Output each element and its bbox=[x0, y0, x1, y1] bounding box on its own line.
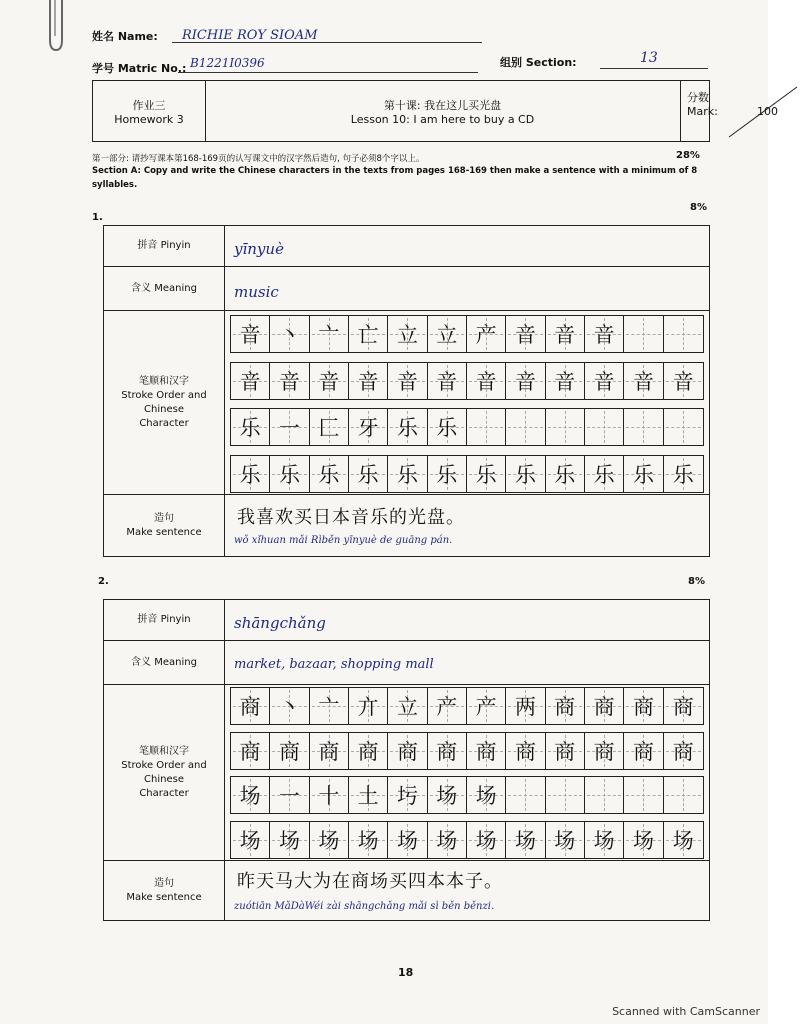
grid-character: 乐 bbox=[436, 416, 458, 441]
grid-character: 乐 bbox=[475, 463, 497, 487]
grid-cell bbox=[624, 409, 663, 445]
grid-cell bbox=[546, 688, 585, 724]
grid-cell bbox=[388, 409, 427, 445]
grid-cell bbox=[467, 409, 506, 445]
homework-title-box bbox=[92, 80, 778, 142]
mark-en: Mark: bbox=[687, 105, 718, 118]
grid-character: 场 bbox=[436, 829, 458, 853]
grid-character: 音 bbox=[278, 369, 300, 394]
grid-cell bbox=[664, 822, 703, 858]
grid-cell bbox=[585, 409, 624, 445]
grid-cell bbox=[270, 363, 309, 399]
grid-cell bbox=[624, 316, 663, 352]
section-label: 组别 Section: bbox=[500, 56, 577, 69]
lesson-cell bbox=[205, 81, 681, 141]
grid-character: 丶 bbox=[278, 695, 300, 719]
sentence-label bbox=[104, 861, 225, 921]
grid-cell bbox=[428, 688, 467, 724]
grid-character: 商 bbox=[357, 739, 379, 764]
meaning-value: music bbox=[234, 283, 279, 301]
grid-cell bbox=[624, 688, 663, 724]
matric-value: B1221I0396 bbox=[190, 56, 265, 70]
grid-cell bbox=[349, 733, 388, 769]
mark-total: 100 bbox=[757, 105, 778, 118]
character-grid bbox=[230, 315, 704, 493]
grid-cell bbox=[310, 822, 349, 858]
grid-cell bbox=[506, 733, 545, 769]
grid-character: 乐 bbox=[396, 416, 418, 441]
grid-cell bbox=[546, 777, 585, 813]
grid-character: 商 bbox=[396, 739, 418, 764]
grid-character: 立 bbox=[436, 323, 458, 347]
meaning-label: 含义 Meaning bbox=[104, 641, 225, 685]
grid-cell bbox=[506, 777, 545, 813]
grid-character: 产 bbox=[475, 695, 497, 719]
grid-character: 乐 bbox=[239, 463, 261, 487]
grid-character: 乐 bbox=[632, 463, 654, 487]
grid-character: 乐 bbox=[318, 463, 340, 487]
lesson-en: Lesson 10: I am here to buy a CD bbox=[350, 112, 535, 126]
grid-character: 音 bbox=[436, 369, 458, 394]
grid-cell bbox=[664, 456, 703, 492]
grid-cell bbox=[428, 363, 467, 399]
grid-cell bbox=[388, 688, 427, 724]
pinyin-row bbox=[104, 226, 709, 266]
grid-cell bbox=[585, 733, 624, 769]
grid-cell bbox=[467, 456, 506, 492]
grid-cell bbox=[231, 316, 270, 352]
grid-character: 场 bbox=[239, 784, 261, 809]
question-2-table bbox=[103, 599, 710, 921]
grid-cell bbox=[546, 363, 585, 399]
matric-label: 学号 Matric No.: bbox=[92, 62, 187, 75]
grid-cell bbox=[388, 733, 427, 769]
grid-cell bbox=[467, 363, 506, 399]
grid-cell bbox=[624, 777, 663, 813]
paper-clip-icon bbox=[38, 0, 68, 52]
grid-cell bbox=[310, 409, 349, 445]
grid-character: 场 bbox=[475, 829, 497, 853]
pinyin-row bbox=[104, 600, 709, 640]
grid-cell bbox=[624, 456, 663, 492]
grid-character: 场 bbox=[318, 829, 340, 853]
scanner-watermark: Scanned with CamScanner bbox=[612, 1005, 760, 1018]
grid-character: 音 bbox=[396, 369, 418, 394]
mark-slash-icon bbox=[681, 81, 801, 141]
grid-cell bbox=[310, 363, 349, 399]
section-value: 13 bbox=[640, 50, 658, 66]
grid-cell bbox=[310, 733, 349, 769]
grid-character: 商 bbox=[672, 739, 694, 764]
grid-character: 亡 bbox=[357, 323, 379, 347]
grid-character: 产 bbox=[436, 695, 458, 719]
grid-character: 亠 bbox=[318, 323, 340, 347]
section-line bbox=[600, 68, 708, 69]
grid-cell bbox=[664, 777, 703, 813]
grid-cell bbox=[664, 363, 703, 399]
grid-character: 场 bbox=[357, 829, 379, 853]
grid-cell bbox=[467, 822, 506, 858]
grid-cell bbox=[467, 688, 506, 724]
homework-cell bbox=[93, 81, 206, 141]
grid-cell bbox=[231, 822, 270, 858]
homework-cn: 作业三 bbox=[132, 98, 166, 112]
grid-character: 圬 bbox=[396, 784, 418, 809]
grid-character: 牙 bbox=[357, 416, 379, 441]
grid-cell bbox=[624, 733, 663, 769]
instruction-cn: 第一部分: 请抄写课本第168-169页的认写课文中的汉字然后造句, 句子必须8个字以上。 bbox=[92, 154, 425, 164]
sentence-pinyin: wǒ xǐhuan mǎi Rìběn yīnyuè de guāng pán. bbox=[234, 535, 453, 546]
grid-cell bbox=[664, 409, 703, 445]
grid-character: 场 bbox=[278, 829, 300, 853]
grid-character: 商 bbox=[318, 739, 340, 764]
meaning-value: market, bazaar, shopping mall bbox=[234, 657, 434, 672]
grid-cell bbox=[270, 777, 309, 813]
grid-character: 乐 bbox=[554, 463, 576, 487]
grid-character: 土 bbox=[357, 784, 379, 809]
grid-row bbox=[230, 315, 704, 353]
grid-cell bbox=[310, 456, 349, 492]
grid-character: 立 bbox=[396, 323, 418, 347]
meaning-row bbox=[104, 266, 709, 311]
stroke-label-en-2: Chinese bbox=[144, 774, 184, 785]
grid-cell bbox=[231, 409, 270, 445]
grid-cell bbox=[506, 363, 545, 399]
grid-cell bbox=[624, 822, 663, 858]
grid-character: 立 bbox=[396, 695, 418, 719]
grid-row bbox=[230, 821, 704, 859]
grid-character: 商 bbox=[632, 695, 654, 719]
grid-cell bbox=[664, 688, 703, 724]
grid-row bbox=[230, 362, 704, 400]
pinyin-value: yīnyuè bbox=[234, 240, 284, 258]
grid-cell bbox=[506, 316, 545, 352]
grid-cell bbox=[231, 777, 270, 813]
grid-cell bbox=[506, 822, 545, 858]
sentence-label bbox=[104, 495, 225, 557]
grid-character: 音 bbox=[554, 323, 576, 347]
section-a-percent: 28% bbox=[676, 150, 700, 161]
grid-cell bbox=[428, 822, 467, 858]
grid-row bbox=[230, 732, 704, 770]
sentence-label-cn: 造句 bbox=[154, 513, 174, 524]
instruction-en-2: syllables. bbox=[92, 180, 138, 190]
grid-character: 商 bbox=[632, 739, 654, 764]
page-number: 18 bbox=[398, 966, 414, 979]
grid-character: 场 bbox=[672, 829, 694, 853]
grid-character: 商 bbox=[239, 695, 261, 719]
grid-character: 十 bbox=[318, 784, 340, 809]
grid-cell bbox=[506, 409, 545, 445]
stroke-label-cn: 笔顺和汉字 bbox=[139, 376, 189, 387]
grid-character: 商 bbox=[514, 739, 536, 764]
grid-character: 场 bbox=[475, 784, 497, 809]
grid-cell bbox=[231, 363, 270, 399]
grid-character: 乐 bbox=[239, 416, 261, 441]
grid-cell bbox=[585, 316, 624, 352]
grid-character: 音 bbox=[593, 369, 615, 394]
sentence-chinese: 昨天马大为在商场买四本本子。 bbox=[237, 871, 503, 892]
stroke-label bbox=[104, 311, 225, 495]
grid-cell bbox=[428, 456, 467, 492]
grid-cell bbox=[231, 688, 270, 724]
grid-cell bbox=[546, 733, 585, 769]
stroke-label-en-3: Character bbox=[139, 788, 189, 799]
grid-character: 音 bbox=[514, 323, 536, 347]
grid-cell bbox=[585, 688, 624, 724]
grid-cell bbox=[585, 363, 624, 399]
grid-cell bbox=[349, 777, 388, 813]
grid-cell bbox=[388, 363, 427, 399]
grid-character: 商 bbox=[475, 739, 497, 764]
grid-cell bbox=[310, 316, 349, 352]
grid-character: 音 bbox=[357, 369, 379, 394]
grid-character: 乐 bbox=[514, 463, 536, 487]
grid-cell bbox=[546, 316, 585, 352]
grid-character: 音 bbox=[239, 369, 261, 394]
stroke-label-en-1: Stroke Order and bbox=[121, 760, 207, 771]
grid-character: 场 bbox=[593, 829, 615, 853]
grid-character: 乐 bbox=[436, 463, 458, 487]
grid-cell bbox=[349, 409, 388, 445]
grid-cell bbox=[231, 456, 270, 492]
grid-cell bbox=[349, 363, 388, 399]
grid-cell bbox=[349, 456, 388, 492]
grid-character: 音 bbox=[554, 369, 576, 394]
grid-character: 音 bbox=[632, 369, 654, 394]
pinyin-label: 拼音 Pinyin bbox=[104, 226, 225, 266]
lesson-cn: 第十课: 我在这儿买光盘 bbox=[383, 98, 502, 112]
name-label: 姓名 Name: bbox=[92, 30, 158, 43]
grid-cell bbox=[388, 456, 427, 492]
grid-cell bbox=[349, 822, 388, 858]
instruction-en-1: Section A: Copy and write the Chinese characters in the texts from pages 168-169 then make a sentence with a minimum of 8 bbox=[92, 166, 698, 176]
grid-character: 场 bbox=[396, 829, 418, 853]
grid-character: 音 bbox=[593, 323, 615, 347]
grid-cell bbox=[270, 733, 309, 769]
meaning-label: 含义 Meaning bbox=[104, 267, 225, 311]
stroke-row bbox=[104, 310, 709, 495]
grid-character: 乐 bbox=[593, 463, 615, 487]
grid-cell bbox=[349, 688, 388, 724]
stroke-label-en-2: Chinese bbox=[144, 404, 184, 415]
grid-character: 商 bbox=[672, 695, 694, 719]
grid-character: 亣 bbox=[357, 695, 379, 719]
sentence-row bbox=[104, 860, 709, 921]
grid-row bbox=[230, 455, 704, 493]
pinyin-label: 拼音 Pinyin bbox=[104, 600, 225, 640]
sentence-row bbox=[104, 494, 709, 557]
question-2-percent: 8% bbox=[688, 576, 705, 587]
grid-cell bbox=[664, 316, 703, 352]
grid-cell bbox=[388, 822, 427, 858]
grid-cell bbox=[388, 316, 427, 352]
grid-character: 乐 bbox=[672, 463, 694, 487]
stroke-row bbox=[104, 684, 709, 861]
stroke-label bbox=[104, 685, 225, 861]
grid-cell bbox=[664, 733, 703, 769]
grid-cell bbox=[270, 688, 309, 724]
homework-en: Homework 3 bbox=[114, 112, 184, 126]
grid-character: 商 bbox=[239, 739, 261, 764]
question-1-number: 1. bbox=[92, 212, 103, 223]
grid-character: 乐 bbox=[278, 463, 300, 487]
grid-cell bbox=[585, 822, 624, 858]
grid-character: 产 bbox=[475, 323, 497, 347]
grid-character: 丶 bbox=[278, 323, 300, 347]
grid-character: 商 bbox=[593, 695, 615, 719]
grid-cell bbox=[506, 688, 545, 724]
grid-character: 场 bbox=[554, 829, 576, 853]
grid-character: 商 bbox=[278, 739, 300, 764]
name-value: RICHIE ROY SIOAM bbox=[182, 28, 318, 43]
stroke-label-en-1: Stroke Order and bbox=[121, 390, 207, 401]
question-2-number: 2. bbox=[98, 576, 109, 587]
grid-cell bbox=[585, 777, 624, 813]
grid-character: 一 bbox=[278, 416, 300, 441]
grid-character: 亠 bbox=[318, 695, 340, 719]
grid-cell bbox=[467, 733, 506, 769]
grid-cell bbox=[506, 456, 545, 492]
mark-cell bbox=[681, 81, 801, 141]
meaning-row bbox=[104, 640, 709, 685]
grid-character: 商 bbox=[436, 739, 458, 764]
grid-cell bbox=[546, 456, 585, 492]
question-1-table bbox=[103, 225, 710, 557]
grid-cell bbox=[467, 777, 506, 813]
grid-character: 商 bbox=[593, 739, 615, 764]
grid-row bbox=[230, 776, 704, 814]
grid-character: 商 bbox=[554, 695, 576, 719]
grid-character: 音 bbox=[475, 369, 497, 394]
grid-character: 一 bbox=[278, 784, 300, 809]
grid-character: 场 bbox=[239, 829, 261, 853]
grid-character: 音 bbox=[514, 369, 536, 394]
grid-character: 场 bbox=[632, 829, 654, 853]
sentence-label-cn: 造句 bbox=[154, 878, 174, 889]
grid-cell bbox=[585, 456, 624, 492]
grid-cell bbox=[270, 316, 309, 352]
character-grid bbox=[230, 687, 704, 859]
grid-row bbox=[230, 408, 704, 446]
grid-cell bbox=[624, 363, 663, 399]
pinyin-value: shāngchǎng bbox=[234, 614, 326, 632]
grid-character: 音 bbox=[318, 369, 340, 394]
grid-cell bbox=[270, 456, 309, 492]
grid-cell bbox=[270, 409, 309, 445]
grid-cell bbox=[231, 733, 270, 769]
grid-character: 场 bbox=[436, 784, 458, 809]
matric-line bbox=[178, 72, 478, 73]
question-1-percent: 8% bbox=[690, 202, 707, 213]
grid-character: 匚 bbox=[318, 416, 340, 441]
grid-cell bbox=[428, 733, 467, 769]
grid-cell bbox=[467, 316, 506, 352]
mark-cn: 分数 bbox=[687, 91, 709, 104]
sentence-pinyin: zuótiān MǎDàWéi zài shāngchǎng mǎi sì běn běnzi. bbox=[234, 901, 495, 912]
grid-cell bbox=[310, 777, 349, 813]
grid-row bbox=[230, 687, 704, 725]
grid-cell bbox=[349, 316, 388, 352]
grid-character: 音 bbox=[239, 323, 261, 347]
grid-cell bbox=[546, 822, 585, 858]
sentence-label-en: Make sentence bbox=[126, 527, 202, 538]
sentence-label-en: Make sentence bbox=[126, 892, 202, 903]
grid-cell bbox=[388, 777, 427, 813]
grid-character: 商 bbox=[554, 739, 576, 764]
grid-cell bbox=[428, 316, 467, 352]
stroke-label-cn: 笔顺和汉字 bbox=[139, 746, 189, 757]
grid-cell bbox=[428, 777, 467, 813]
sentence-chinese: 我喜欢买日本音乐的光盘。 bbox=[237, 507, 465, 528]
stroke-label-en-3: Character bbox=[139, 418, 189, 429]
grid-cell bbox=[546, 409, 585, 445]
grid-character: 乐 bbox=[357, 463, 379, 487]
grid-cell bbox=[428, 409, 467, 445]
grid-character: 音 bbox=[672, 369, 694, 394]
grid-cell bbox=[270, 822, 309, 858]
grid-character: 场 bbox=[514, 829, 536, 853]
grid-cell bbox=[310, 688, 349, 724]
grid-character: 两 bbox=[514, 695, 536, 719]
grid-character: 乐 bbox=[396, 463, 418, 487]
